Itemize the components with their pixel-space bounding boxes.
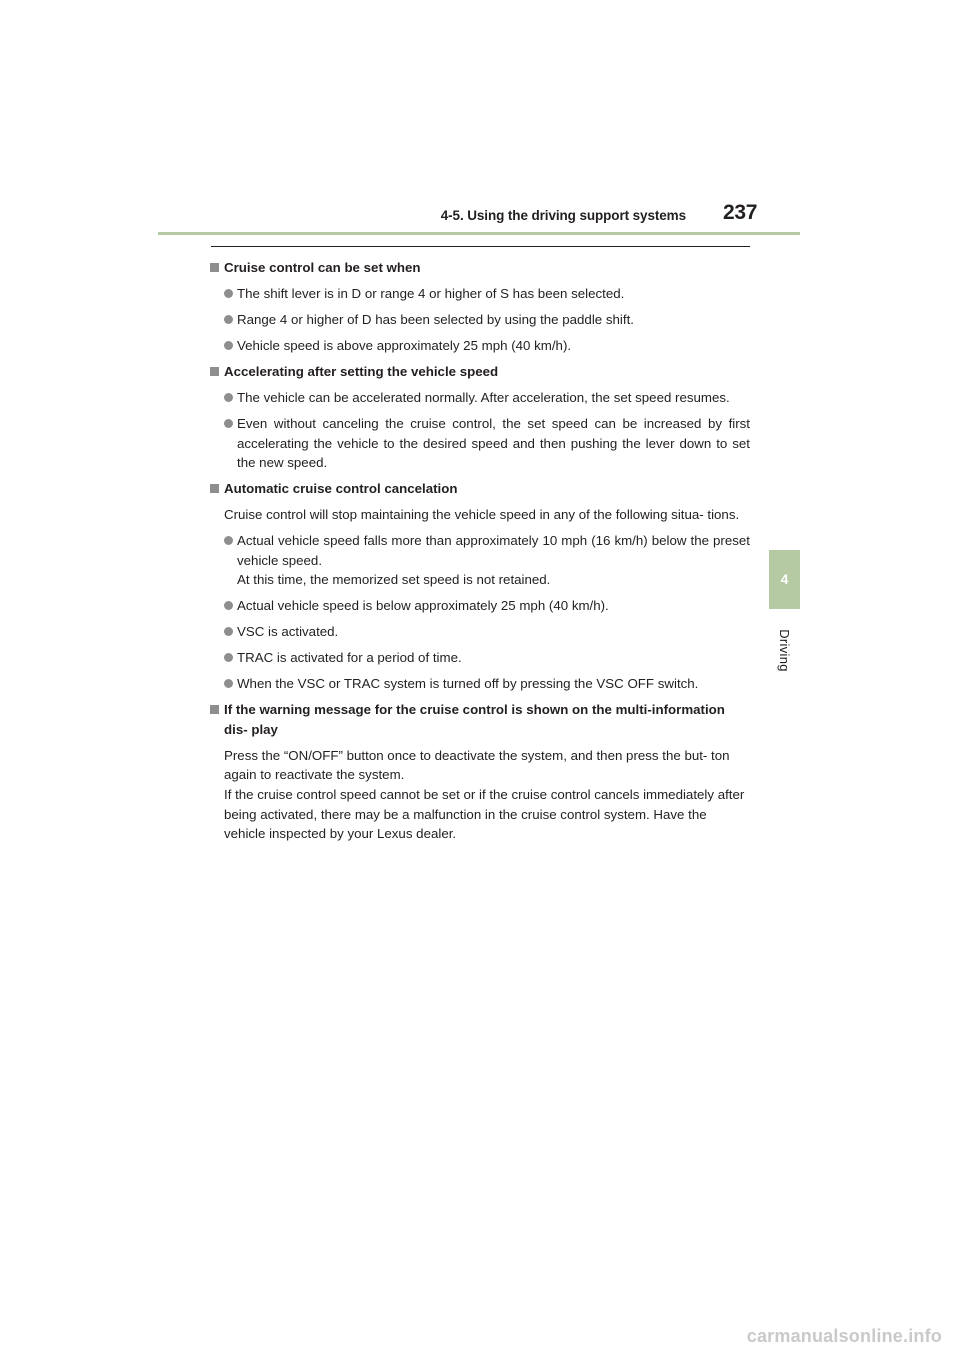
square-bullet-icon bbox=[210, 484, 219, 493]
round-bullet-icon bbox=[224, 536, 233, 545]
list-item: TRAC is activated for a period of time. bbox=[210, 648, 750, 668]
round-bullet-icon bbox=[224, 653, 233, 662]
list-item: Actual vehicle speed falls more than approximately 10 mph (16 km/h) below the preset vehicle speed. At this time, the memorized set speed is not retained. bbox=[210, 531, 750, 590]
section-heading bbox=[210, 258, 750, 278]
round-bullet-icon bbox=[224, 627, 233, 636]
chapter-label bbox=[768, 620, 801, 680]
section-heading bbox=[210, 362, 750, 382]
list-item: The shift lever is in D or range 4 or higher of S has been selected. bbox=[210, 284, 750, 304]
square-bullet-icon bbox=[210, 367, 219, 376]
heading-text: If the warning message for the cruise control is shown on the multi-information dis- play bbox=[224, 702, 725, 737]
list-item: VSC is activated. bbox=[210, 622, 750, 642]
section-paragraph: Cruise control will stop maintaining the vehicle speed in any of the following situa- tions. bbox=[224, 507, 740, 523]
list-item: The vehicle can be accelerated normally. After acceleration, the set speed resumes. bbox=[210, 388, 750, 408]
heading-text: Automatic cruise control cancelation bbox=[224, 481, 458, 497]
watermark-link[interactable]: carmanualsonline.info bbox=[746, 1326, 942, 1346]
section-paragraph: Press the “ON/OFF” button once to deactivate the system, and then press the but- ton again to reactivate the system. If the cruise control speed cannot be set or if the cruise control cancels immediately after being activated, there may be a malfunction in the cruise control system. Have the vehicle inspected by your Lexus dealer. bbox=[224, 747, 745, 842]
round-bullet-icon bbox=[224, 419, 233, 428]
round-bullet-icon bbox=[224, 679, 233, 688]
list-item: Actual vehicle speed is below approximately 25 mph (40 km/h). bbox=[210, 596, 750, 616]
round-bullet-icon bbox=[224, 315, 233, 324]
list-item: Even without canceling the cruise control, the set speed can be increased by first accelerating the vehicle to the desired speed and then pushing the lever down to set the new speed. bbox=[210, 414, 750, 473]
list-item: Vehicle speed is above approximately 25 mph (40 km/h). bbox=[210, 336, 750, 356]
round-bullet-icon bbox=[224, 393, 233, 402]
header-rule bbox=[158, 232, 800, 235]
section-heading bbox=[210, 479, 750, 499]
section-heading bbox=[210, 700, 750, 739]
round-bullet-icon bbox=[224, 341, 233, 350]
heading-text: Cruise control can be set when bbox=[224, 260, 421, 275]
section-title: 4-5. Using the driving support systems bbox=[440, 208, 686, 223]
round-bullet-icon bbox=[224, 289, 233, 298]
round-bullet-icon bbox=[224, 601, 233, 610]
chapter-tab: 4 bbox=[769, 550, 800, 609]
list-item: Range 4 or higher of D has been selected by using the paddle shift. bbox=[210, 310, 750, 330]
page-content bbox=[210, 258, 750, 850]
heading-text: Accelerating after setting the vehicle speed bbox=[224, 363, 499, 379]
chapter-label-text: Driving bbox=[777, 628, 792, 672]
square-bullet-icon bbox=[210, 263, 219, 272]
content-top-rule bbox=[211, 246, 750, 247]
square-bullet-icon bbox=[210, 705, 219, 714]
list-item: When the VSC or TRAC system is turned off by pressing the VSC OFF switch. bbox=[210, 674, 750, 694]
bullet-note: At this time, the memorized set speed is not retained. bbox=[237, 572, 551, 588]
page-number: 237 bbox=[723, 201, 758, 224]
